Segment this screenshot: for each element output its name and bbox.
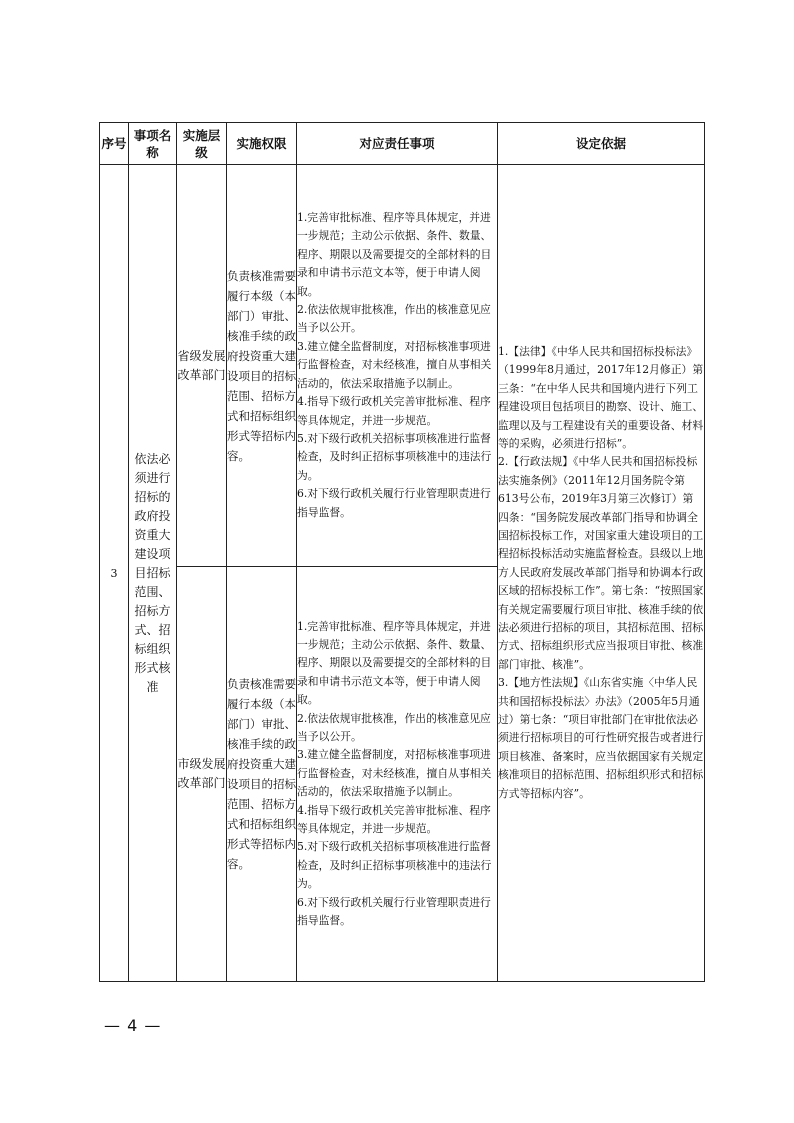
table-row-provincial — [100, 165, 705, 567]
basis-cell — [498, 165, 705, 982]
municipal-authority-cell: 负责核准需要履行本级（本部门）审批、核准手续的政府投资重大建设项目的招标范围、招标方式和招标组织形式等招标内容。 — [227, 567, 297, 982]
page-number: — 4 — — [104, 1016, 162, 1035]
provincial-level-cell: 省级发展改革部门 — [177, 165, 227, 567]
responsibility-item: 3.建立健全监督制度，对招标核准事项进行监督检查，对未经核准，擅自从事相关活动的，依法采取措施予以制止。 — [297, 339, 492, 390]
responsibility-item: 6.对下级行政机关履行行业管理职责进行指导监督。 — [297, 487, 491, 519]
header-authority: 实施权限 — [227, 123, 297, 165]
provincial-responsibility-cell — [297, 165, 498, 567]
responsibility-item: 5.对下级行政机关招标事项核准进行监督检查，及时纠正招标事项核准中的违法行为。 — [297, 431, 492, 482]
responsibility-item: 1.完善审批标准、程序等具体规定，并进一步规范；主动公示依据、条件、数量、程序、期限以及需要提交的全部材料的目录和申请书示范文本等，便于申请人阅取。 — [297, 619, 492, 707]
responsibility-item: 4.指导下级行政机关完善审批标准、程序等具体规定，并进一步规范。 — [297, 395, 491, 427]
municipal-responsibility-cell — [297, 567, 498, 982]
header-responsibility: 对应责任事项 — [297, 123, 498, 165]
responsibility-item: 2.依法依规审批核准，作出的核准意见应当予以公开。 — [297, 303, 491, 335]
header-item-name: 事项名称 — [129, 123, 177, 165]
responsibility-item: 1.完善审批标准、程序等具体规定，并进一步规范；主动公示依据、条件、数量、程序、期限以及需要提交的全部材料的目录和申请书示范文本等，便于申请人阅取。 — [297, 211, 492, 298]
approval-items-table — [99, 122, 705, 982]
table-header-row — [100, 123, 705, 165]
responsibility-item: 5.对下级行政机关招标事项核准进行监督检查，及时纠正招标事项核准中的违法行为。 — [297, 840, 492, 891]
responsibility-item: 2.依法依规审批核准，作出的核准意见应当予以公开。 — [297, 711, 491, 743]
basis-item-law: 1.【法律】《中华人民共和国招标投标法》（1999年8月通过，2017年12月修正）第三条：“在中华人民共和国境内进行下列工程建设项目包括项目的勘察、设计、施工、监理以及与工程建设有关的重要设备、材料等的采购，必须进行招标”。 — [498, 344, 704, 450]
item-name-cell: 依法必须进行招标的政府投资重大建设项目招标范围、招标方式、招标组织形式核准 — [129, 165, 177, 982]
responsibility-item: 3.建立健全监督制度，对招标核准事项进行监督检查，对未经核准，擅自从事相关活动的，依法采取措施予以制止。 — [297, 748, 492, 799]
provincial-authority-cell: 负责核准需要履行本级（本部门）审批、核准手续的政府投资重大建设项目的招标范围、招标方式和招标组织形式等招标内容。 — [227, 165, 297, 567]
header-seq: 序号 — [100, 123, 129, 165]
seq-cell: 3 — [100, 165, 129, 982]
responsibility-item: 4.指导下级行政机关完善审批标准、程序等具体规定，并进一步规范。 — [297, 803, 491, 836]
responsibility-item: 6.对下级行政机关履行行业管理职责进行指导监督。 — [297, 895, 491, 928]
municipal-level-cell: 市级发展改革部门 — [177, 567, 227, 982]
basis-item-regulation: 2.【行政法规】《中华人民共和国招标投标法实施条例》（2011年12月国务院令第613号公布，2019年3月第三次修订）第四条：“国务院发展改革部门指导和协调全国招标投标工作，对国家重大建设项目的工程招标投标活动实施监督检查。县级以上地方人民政府发展改革部门指导和协调本行政区域的招标投标工作”。第七条：“按照国家有关规定需要履行项目审批、核准手续的依法必须进行招标的项目，其招标范围、招标方式、招标组织形式应当报项目审批、核准部门审批、核准”。 — [498, 455, 704, 671]
basis-item-local-regulation: 3.【地方性法规】《山东省实施〈中华人民共和国招标投标法〉办法》（2005年5月通过）第七条：“项目审批部门在审批依法必须进行招标项目的可行性研究报告或者进行项目核准、备案时，应当依据国家有关规定核准项目的招标范围、招标组织形式和招标方式等招标内容”。 — [498, 676, 704, 800]
header-basis: 设定依据 — [498, 123, 705, 165]
header-level: 实施层级 — [177, 123, 227, 165]
